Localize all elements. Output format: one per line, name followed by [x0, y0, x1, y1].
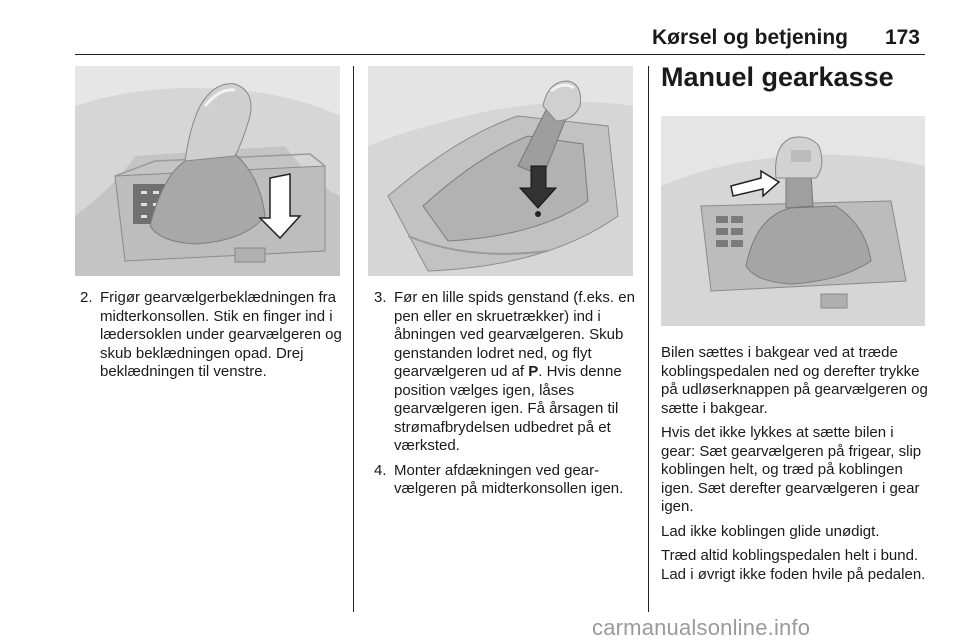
column-divider-left: [353, 66, 354, 612]
park-position-label: P: [528, 363, 539, 380]
paragraph: Træd altid koblingspedalen helt i bund. Lad i øvrigt ikke foden hvile på pedalen.: [661, 547, 926, 583]
header-title: Kørsel og betjening: [651, 26, 848, 49]
step-number: 4.: [374, 461, 387, 479]
step-number: 2.: [80, 289, 93, 306]
step-text-after: . Hvis denne position vælges igen, låses gearvælgeren igen. Få årsagen til strømafbrydelsen udbedret på et værksted.: [394, 363, 622, 454]
step-text: Frigør gearvælgerbeklædningen fra midterkonsollen. Stik en finger ind i lædersoklen under gearvælgeren og skub beklædningen opad. Drej beklædningen til venstre.: [100, 289, 342, 380]
manual-gearbox-drawing: [661, 116, 925, 326]
paragraph: Lad ikke koblingen glide unødigt.: [661, 522, 880, 540]
step-item: [80, 289, 342, 382]
section-title: Manuel gearkasse: [661, 62, 894, 92]
manual-gearbox-text: [661, 344, 929, 590]
step-item: [374, 462, 636, 499]
page-number: 173: [884, 26, 920, 49]
paragraph: Bilen sættes i bakgear ved at træde koblingspedalen ned og derefter trykke på udløserknappen på gearvælgeren og sætte i bakgear.: [661, 344, 928, 417]
paragraph: Hvis det ikke lykkes at sætte bilen i gear: Sæt gearvælgeren på frigear, slip koblingen helt, og træd på koblingen igen. Sæt derefter gearvælgeren i gear igen.: [661, 424, 922, 515]
header-rule: [75, 54, 925, 55]
gear-selector-cover-illustration: [75, 66, 340, 276]
gear-selector-cover-drawing: [75, 66, 340, 276]
step-text-before: Før en lille spids genstand (f.eks. en pen eller en skruetrækker) ind i åbningen ved gearvælgeren. Skub genstanden lodret ned, og flyt gearvælgeren ud af: [394, 289, 635, 380]
step-text: Monter afdækningen ved gearvælgeren på midterkonsollen igen.: [394, 461, 624, 497]
gear-selector-release-drawing: [368, 66, 633, 276]
step-item: [374, 289, 636, 456]
left-step-list: [80, 289, 342, 388]
manual-gearbox-illustration: [661, 116, 925, 326]
step-text: [394, 289, 635, 454]
middle-step-list: [374, 289, 636, 505]
watermark: carmanualsonline.info: [592, 615, 811, 640]
column-divider-right: [648, 66, 649, 612]
gear-selector-release-illustration: [368, 66, 633, 276]
step-number: 3.: [374, 289, 387, 306]
